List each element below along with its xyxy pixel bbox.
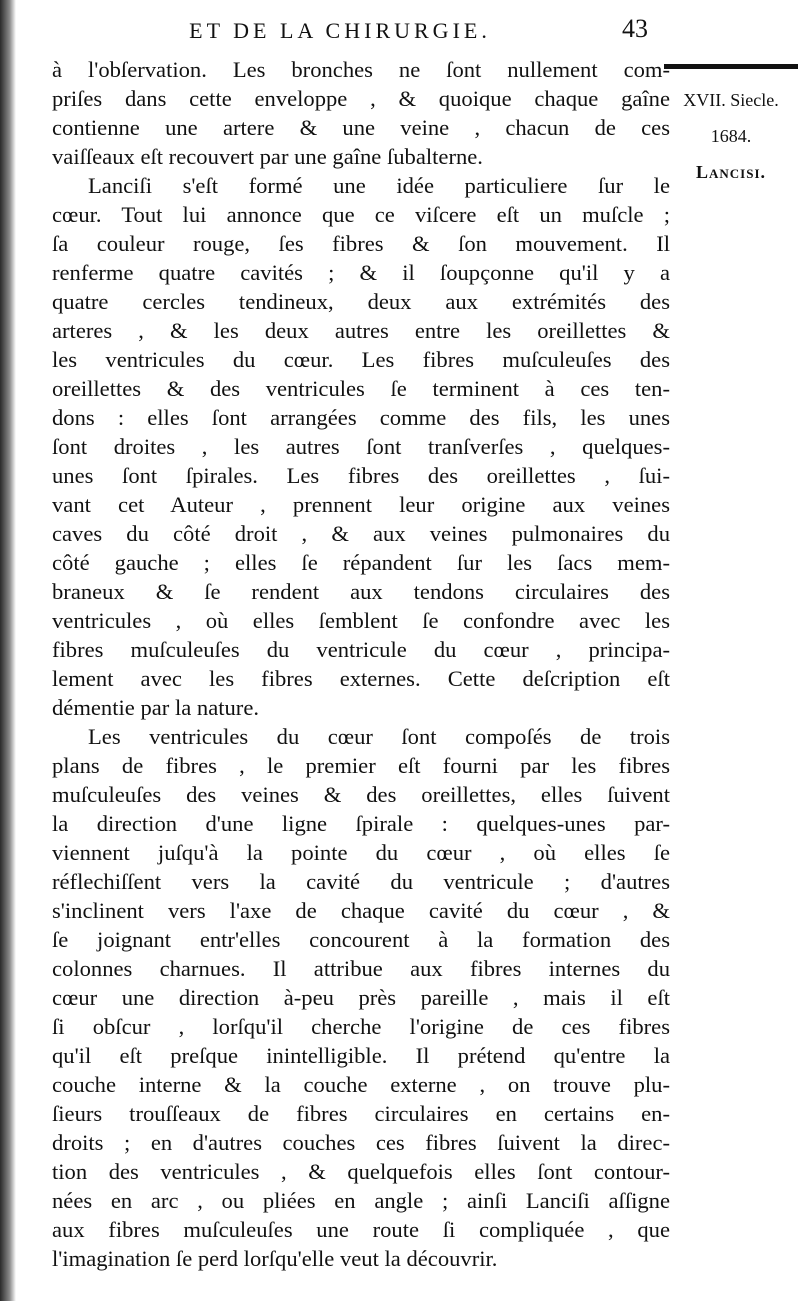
- text-line: aux fibres muſculeuſes une route ſi compliquée , que: [52, 1217, 670, 1242]
- text-line: braneux & ſe rendent aux tendons circulaires des: [52, 579, 670, 604]
- text-line: dons : elles ſont arrangées comme des fils, les unes: [52, 405, 670, 430]
- text-line: ſa couleur rouge, ſes fibres & ſon mouvement. Il: [52, 231, 670, 256]
- text-line: l'imagination ſe perd lorſqu'elle veut la découvrir.: [52, 1246, 498, 1271]
- text-line: renferme quatre cavités ; & il ſoupçonne qu'il y a: [52, 260, 670, 285]
- text-line: droits ; en d'autres couches ces fibres ſuivent la direc-: [52, 1130, 670, 1155]
- text-line: quatre cercles tendineux, deux aux extrémités des: [52, 289, 670, 314]
- margin-note-century: XVII. Siecle.: [683, 90, 779, 110]
- text-line: ſe joignant entr'elles concourent à la formation des: [52, 927, 670, 952]
- text-line: plans de fibres , le premier eſt fourni par les fibres: [52, 753, 670, 778]
- running-head: ET DE LA CHIRURGIE.: [189, 18, 491, 43]
- text-line: contienne une artere & une veine , chacun de ces: [52, 115, 670, 140]
- text-line: arteres , & les deux autres entre les oreillettes &: [52, 318, 670, 343]
- text-line: vaiſſeaux eſt recouvert par une gaîne ſubalterne.: [52, 144, 483, 169]
- text-line: démentie par la nature.: [52, 695, 260, 720]
- text-line: Lanciſi s'eſt formé une idée particuliere ſur le: [88, 173, 670, 198]
- margin-note-year: 1684.: [710, 126, 752, 146]
- header-rule: [664, 64, 798, 69]
- text-line: ſont droites , les autres ſont tranſverſes , quelques-: [52, 434, 670, 459]
- text-line: priſes dans cette enveloppe , & quoique chaque gaîne: [52, 86, 670, 111]
- text-line: muſculeuſes des veines & des oreillettes, elles ſuivent: [52, 782, 670, 807]
- binding-shadow: [0, 0, 16, 1301]
- page-number: 43: [622, 14, 648, 43]
- text-line: à l'obſervation. Les bronches ne ſont nullement com-: [52, 57, 670, 82]
- text-line: ſieurs trouſſeaux de fibres circulaires en certains en-: [52, 1101, 670, 1126]
- text-line: nées en arc , ou pliées en angle ; ainſi Lanciſi aſſigne: [52, 1188, 670, 1213]
- text-line: tion des ventricules , & quelquefois elles ſont contour-: [52, 1159, 670, 1184]
- text-line: vant cet Auteur , prennent leur origine aux veines: [52, 492, 670, 517]
- text-line: caves du côté droit , & aux veines pulmonaires du: [52, 521, 670, 546]
- margin-note-author: Lancisi.: [695, 162, 767, 182]
- text-line: unes ſont ſpirales. Les fibres des oreillettes , ſui-: [52, 463, 670, 488]
- text-line: ſi obſcur , lorſqu'il cherche l'origine de ces fibres: [52, 1014, 670, 1039]
- text-line: lement avec les fibres externes. Cette deſcription eſt: [52, 666, 670, 691]
- text-line: colonnes charnues. Il attribue aux fibres internes du: [52, 956, 670, 981]
- margin-notes: [664, 82, 798, 190]
- text-line: les ventricules du cœur. Les fibres muſculeuſes des: [52, 347, 670, 372]
- text-line: Les ventricules du cœur ſont compoſés de trois: [88, 724, 670, 749]
- text-line: la direction d'une ligne ſpirale : quelques-unes par-: [52, 811, 670, 836]
- text-line: s'inclinent vers l'axe de chaque cavité du cœur , &: [52, 898, 670, 923]
- text-line: couche interne & la couche externe , on trouve plu-: [52, 1072, 670, 1097]
- text-line: réflechiſſent vers la cavité du ventricule ; d'autres: [52, 869, 670, 894]
- text-line: cœur. Tout lui annonce que ce viſcere eſt un muſcle ;: [52, 202, 670, 227]
- text-line: viennent juſqu'à la pointe du cœur , où elles ſe: [52, 840, 670, 865]
- text-line: cœur une direction à-peu près pareille , mais il eſt: [52, 985, 670, 1010]
- text-line: qu'il eſt preſque inintelligible. Il prétend qu'entre la: [52, 1043, 670, 1068]
- body-text: [52, 55, 670, 1273]
- text-line: ventricules , où elles ſemblent ſe confondre avec les: [52, 608, 670, 633]
- text-line: oreillettes & des ventricules ſe terminent à ces ten-: [52, 376, 670, 401]
- text-line: fibres muſculeuſes du ventricule du cœur , principa-: [52, 637, 670, 662]
- text-line: côté gauche ; elles ſe répandent ſur les ſacs mem-: [52, 550, 670, 575]
